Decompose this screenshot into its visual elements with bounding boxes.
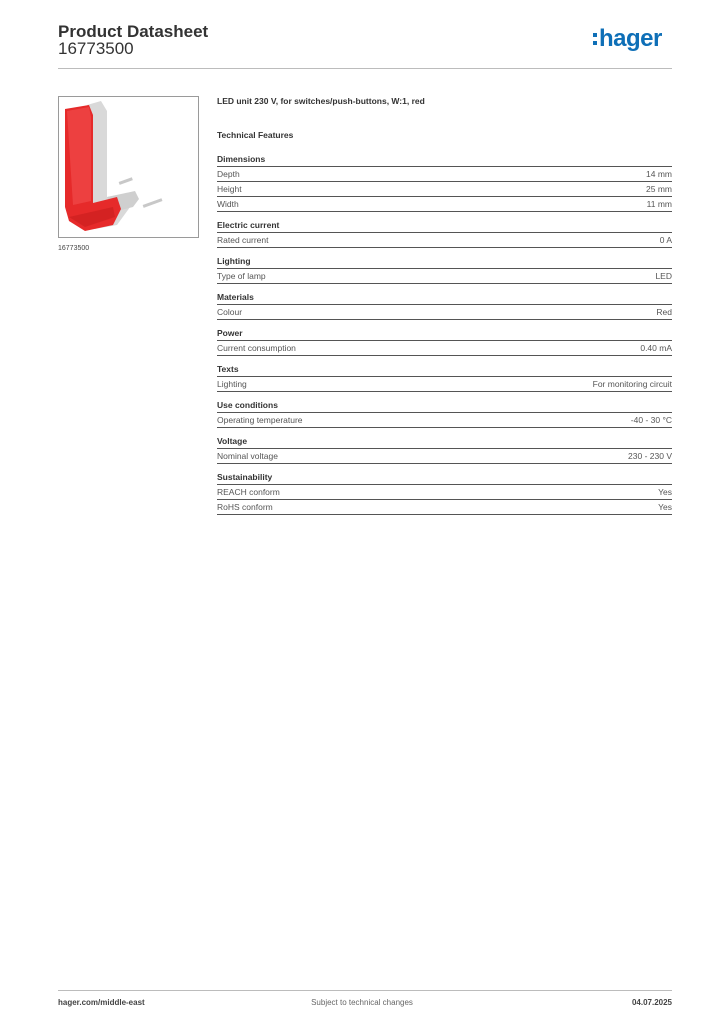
feature-section xyxy=(217,256,672,284)
hager-logo xyxy=(593,27,662,51)
feature-section xyxy=(217,220,672,248)
footer-disclaimer: Subject to technical changes xyxy=(311,998,413,1007)
feature-label: Type of lamp xyxy=(217,271,266,281)
technical-features-title: Technical Features xyxy=(217,130,294,140)
product-image-caption: 16773500 xyxy=(58,245,90,252)
feature-sections xyxy=(217,154,672,515)
product-image-frame xyxy=(58,96,199,238)
feature-row xyxy=(217,167,672,182)
feature-label: Height xyxy=(217,184,242,194)
product-description: LED unit 230 V, for switches/push-buttons, W:1, red xyxy=(217,96,425,106)
feature-row xyxy=(217,413,672,428)
feature-label: Lighting xyxy=(217,379,247,389)
section-title: Materials xyxy=(217,292,672,305)
feature-section xyxy=(217,400,672,428)
product-number: 16773500 xyxy=(58,39,134,58)
page-title: Product Datasheet xyxy=(58,22,209,41)
led-unit-red-product-image xyxy=(59,97,198,237)
feature-label: Width xyxy=(217,199,239,209)
feature-section xyxy=(217,472,672,515)
technical-content xyxy=(217,96,672,523)
feature-value: 230 - 230 V xyxy=(628,451,672,461)
section-title: Voltage xyxy=(217,436,672,449)
footer-website: hager.com/middle-east xyxy=(58,998,145,1007)
section-title: Use conditions xyxy=(217,400,672,413)
section-title: Electric current xyxy=(217,220,672,233)
feature-section xyxy=(217,436,672,464)
feature-row xyxy=(217,341,672,356)
feature-section xyxy=(217,364,672,392)
feature-row xyxy=(217,269,672,284)
feature-value: 0.40 mA xyxy=(640,343,672,353)
footer-date: 04.07.2025 xyxy=(631,998,672,1007)
feature-label: Nominal voltage xyxy=(217,451,278,461)
feature-label: RoHS conform xyxy=(217,502,273,512)
feature-label: Depth xyxy=(217,169,240,179)
feature-value: Red xyxy=(656,307,672,317)
feature-value: LED xyxy=(655,271,672,281)
section-title: Texts xyxy=(217,364,672,377)
feature-label: Current consumption xyxy=(217,343,296,353)
feature-label: Operating temperature xyxy=(217,415,303,425)
feature-section xyxy=(217,292,672,320)
feature-row xyxy=(217,500,672,515)
feature-value: 14 mm xyxy=(646,169,672,179)
feature-row xyxy=(217,197,672,212)
feature-row xyxy=(217,305,672,320)
feature-label: Rated current xyxy=(217,235,269,245)
feature-section xyxy=(217,154,672,212)
feature-row xyxy=(217,233,672,248)
feature-value: Yes xyxy=(658,502,672,512)
logo-text: hager xyxy=(599,25,662,52)
feature-value: 0 A xyxy=(659,235,672,245)
feature-label: REACH conform xyxy=(217,487,280,497)
feature-value: 11 mm xyxy=(646,199,672,209)
feature-value: For monitoring circuit xyxy=(592,379,672,389)
feature-row xyxy=(217,182,672,197)
section-title: Lighting xyxy=(217,256,672,269)
feature-row xyxy=(217,377,672,392)
feature-value: 25 mm xyxy=(646,184,672,194)
section-title: Dimensions xyxy=(217,154,672,167)
feature-section xyxy=(217,328,672,356)
footer-divider xyxy=(58,990,672,991)
feature-value: -40 - 30 °C xyxy=(630,415,672,425)
section-title: Sustainability xyxy=(217,472,672,485)
feature-label: Colour xyxy=(217,307,243,317)
logo-colon-icon xyxy=(593,31,597,47)
header-divider xyxy=(58,68,672,69)
feature-row xyxy=(217,449,672,464)
feature-value: Yes xyxy=(658,487,672,497)
section-title: Power xyxy=(217,328,672,341)
feature-row xyxy=(217,485,672,500)
